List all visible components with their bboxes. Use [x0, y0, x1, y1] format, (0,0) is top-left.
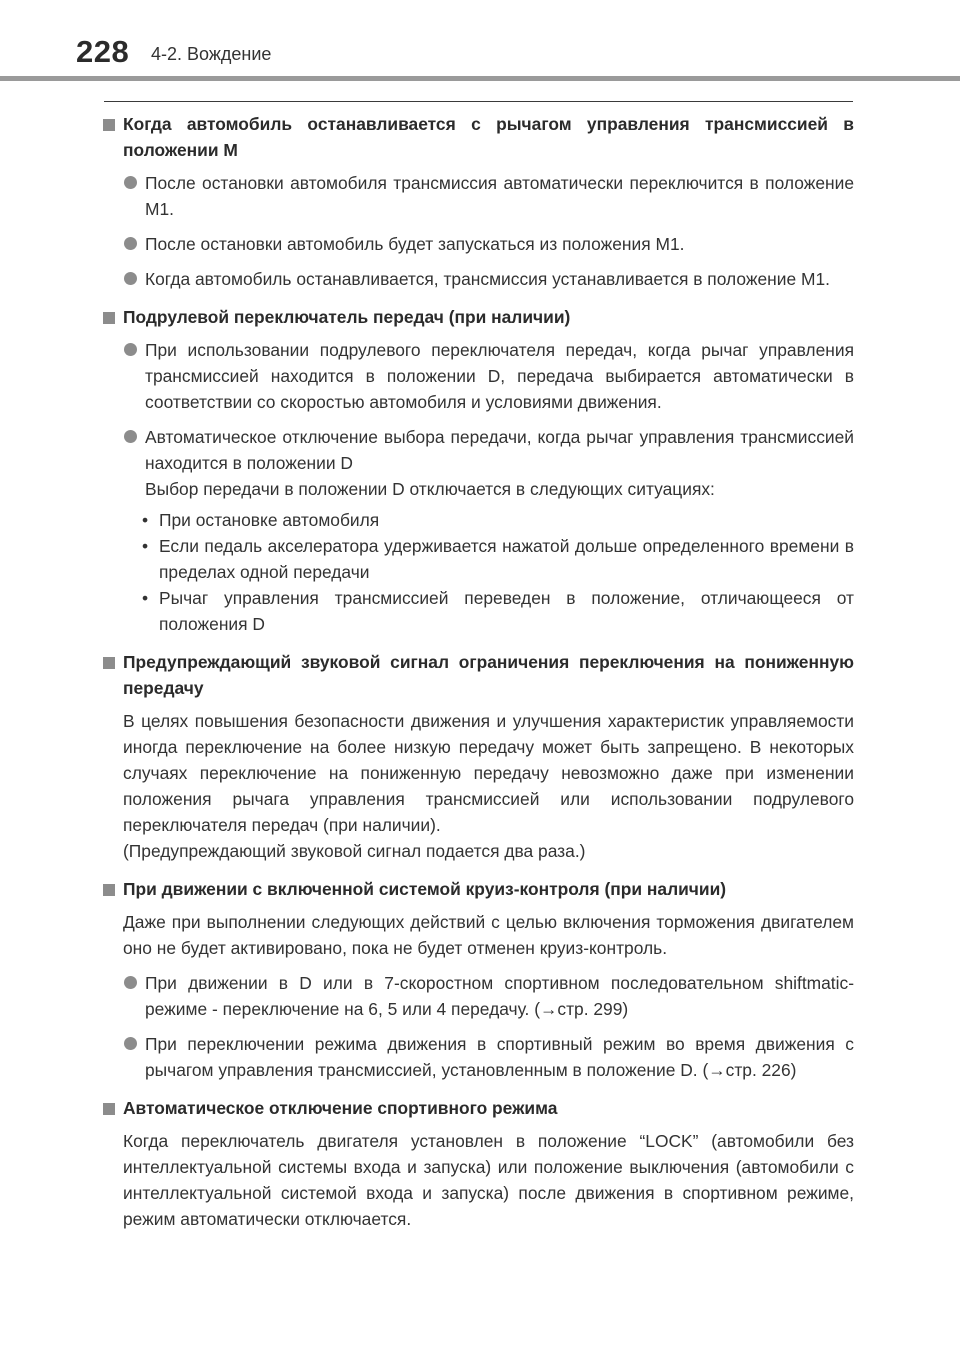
- circle-bullet-icon: [124, 237, 137, 250]
- square-bullet-icon: [103, 1103, 115, 1115]
- paragraph-text: В целях повышения безопасности движения и улучшения характеристик управляемости иногда переключение на более низкую передачу может быть запрещено. В некоторых случаях переключение на пониженную передачу невозможно даже при изменении положения рычага управления трансмиссией или использовании подрулевого переключателя передач (при наличии).: [123, 711, 854, 835]
- section-heading: [102, 649, 854, 701]
- sub-list-item-text: Если педаль акселератора удерживается нажатой дольше определенного времени в пределах одной передачи: [159, 536, 854, 582]
- list-item-text: Автоматическое отключение выбора передачи, когда рычаг управления трансмиссией находится в положении D: [145, 427, 854, 473]
- page-header: [0, 0, 960, 82]
- heading-text: Когда автомобиль останавливается с рычагом управления трансмиссией в положении M: [123, 114, 854, 160]
- list-item: [102, 970, 854, 1022]
- sub-bullet-marker: •: [142, 510, 149, 530]
- square-bullet-icon: [103, 312, 115, 324]
- section-paddle-shift: [102, 304, 854, 637]
- sub-list-item: [141, 585, 854, 637]
- sub-list-item: [141, 533, 854, 585]
- circle-bullet-icon: [124, 343, 137, 356]
- square-bullet-icon: [103, 657, 115, 669]
- section-rule: [104, 101, 853, 102]
- list-item: [102, 231, 854, 257]
- list-item-text: Выбор передачи в положении D отключается в следующих ситуациях:: [145, 479, 715, 499]
- sub-list-item-text: Рычаг управления трансмиссией переведен в положение, отличающееся от положения D: [159, 588, 854, 634]
- list-item-text: Когда автомобиль останавливается, трансмиссия устанавливается в положение M1.: [145, 269, 830, 289]
- page-number: 228: [76, 34, 130, 69]
- page-content: [102, 111, 854, 1244]
- paragraph-text: Даже при выполнении следующих действий с целью включения торможения двигателем оно не будет активировано, пока не будет отменен круиз-контроль.: [123, 912, 854, 958]
- list-item-text: После остановки автомобиля трансмиссия автоматически переключится в положение M1.: [145, 173, 854, 219]
- heading-text: Предупреждающий звуковой сигнал ограничения переключения на пониженную передачу: [123, 652, 854, 698]
- circle-bullet-icon: [124, 430, 137, 443]
- list-item-text: После остановки автомобиль будет запускаться из положения M1.: [145, 234, 685, 254]
- list-item-text: При переключении режима движения в спортивный режим во время движения с рычагом управления трансмиссией, установленным в положение D. (→стр. 226): [145, 1034, 854, 1080]
- section-cruise-control: [102, 876, 854, 1083]
- heading-text: Автоматическое отключение спортивного режима: [123, 1098, 558, 1118]
- section-heading: [102, 304, 854, 330]
- circle-bullet-icon: [124, 1037, 137, 1050]
- paragraph-text: Когда переключатель двигателя установлен в положение “LOCK” (автомобили без интеллектуальной системы входа и запуска) или положение выключения (автомобили с интеллектуальной системой входа и запуска) после движения в спортивном режиме, режим автоматически отключается.: [123, 1131, 854, 1229]
- section-heading: [102, 1095, 854, 1121]
- list-item-text: При движении в D или в 7-скоростном спортивном последовательном shiftmatic-режиме - переключение на 6, 5 или 4 передачу. (→стр. 299): [145, 973, 854, 1019]
- section-heading: [102, 876, 854, 902]
- sub-bullet-marker: •: [142, 588, 149, 608]
- paragraph: [102, 708, 854, 864]
- chapter-title: 4-2. Вождение: [151, 44, 272, 64]
- sub-list-item-text: При остановке автомобиля: [159, 510, 380, 530]
- circle-bullet-icon: [124, 272, 137, 285]
- section-downshift-warning: [102, 649, 854, 864]
- list-item: [102, 337, 854, 415]
- sub-list: [102, 507, 854, 637]
- sub-list-item: [141, 507, 854, 533]
- circle-bullet-icon: [124, 976, 137, 989]
- circle-bullet-icon: [124, 176, 137, 189]
- square-bullet-icon: [103, 884, 115, 896]
- list-item: [102, 424, 854, 502]
- section-sport-mode-off: [102, 1095, 854, 1232]
- heading-text: Подрулевой переключатель передач (при наличии): [123, 307, 571, 327]
- list-item-text: При использовании подрулевого переключателя передач, когда рычаг управления трансмиссией находится в положении D, передача выбирается автоматически в соответствии со скоростью автомобиля и условиями движения.: [145, 340, 854, 412]
- list-item: [102, 1031, 854, 1083]
- section-m-stop: [102, 111, 854, 292]
- heading-text: При движении с включенной системой круиз-контроля (при наличии): [123, 879, 727, 899]
- header-bar: [0, 76, 960, 81]
- list-item: [102, 266, 854, 292]
- sub-bullet-marker: •: [142, 536, 149, 556]
- section-heading: [102, 111, 854, 163]
- paragraph: [102, 909, 854, 961]
- paragraph-text: (Предупреждающий звуковой сигнал подается два раза.): [123, 841, 586, 861]
- square-bullet-icon: [103, 119, 115, 131]
- list-item: [102, 170, 854, 222]
- paragraph: [102, 1128, 854, 1232]
